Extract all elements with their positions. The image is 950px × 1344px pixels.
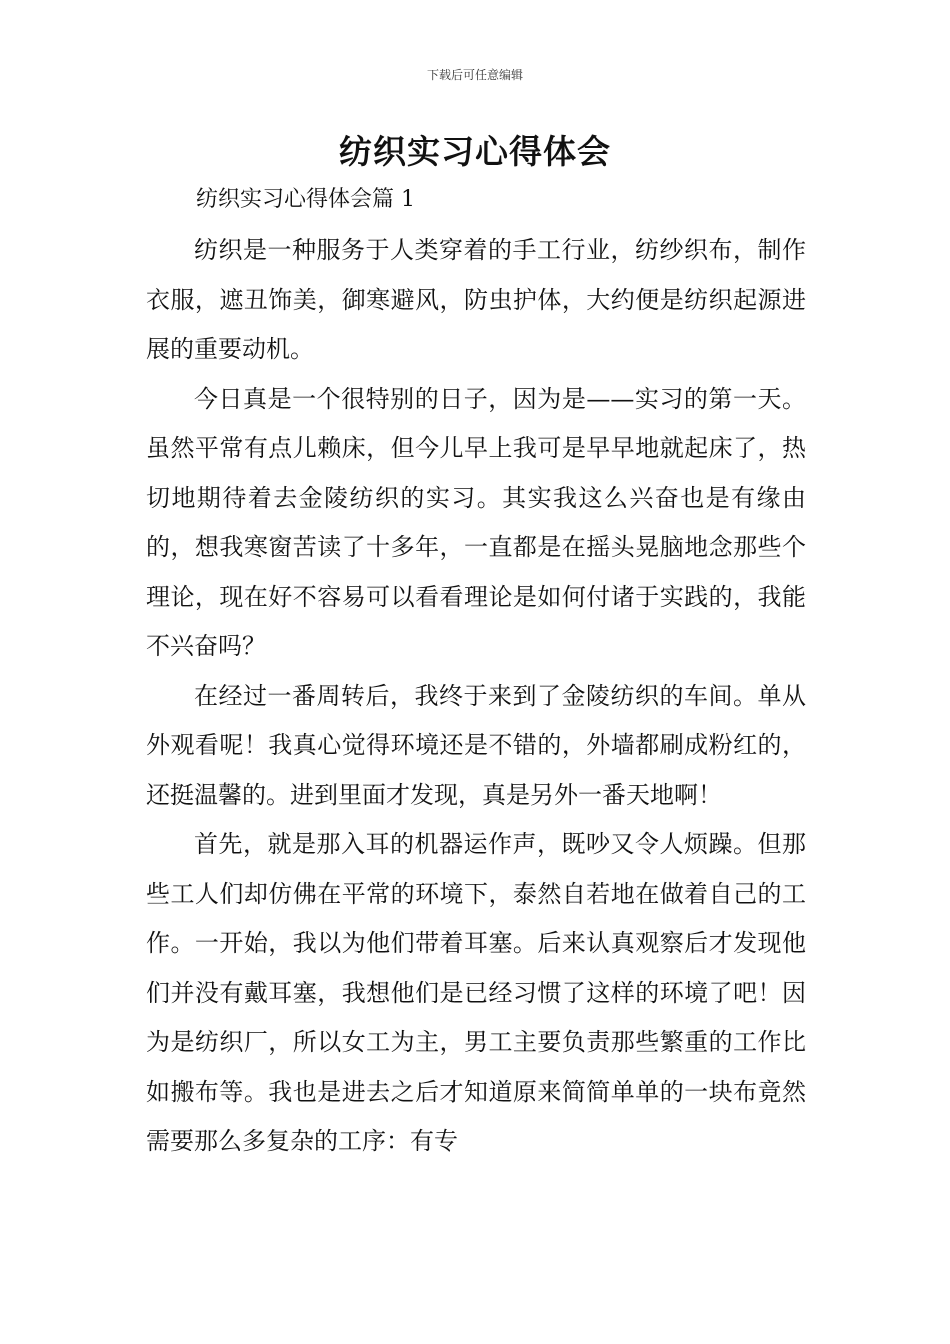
body-text: [146, 226, 806, 1167]
document-title: 纺织实习心得体会: [339, 132, 611, 171]
section-subtitle: 纺织实习心得体会篇 1: [196, 187, 415, 212]
paragraph-2: 今日真是一个很特别的日子，因为是——实习的第一天。虽然平常有点儿赖床，但今儿早上我可是早早地就起床了，热切地期待着去金陵纺织的实习。其实我这么兴奋也是有缘由的，想我寒窗苦读了十多年，一直都是在摇头晃脑地念那些个理论，现在好不容易可以看看理论是如何付诸于实践的，我能不兴奋吗？: [146, 384, 806, 660]
paragraph-3: 在经过一番周转后，我终于来到了金陵纺织的车间。单从外观看呢！我真心觉得环境还是不错的，外墙都刷成粉红的，还挺温馨的。进到里面才发现，真是另外一番天地啊！: [146, 681, 806, 809]
paragraph-1: 纺织是一种服务于人类穿着的手工行业，纺纱织布，制作衣服，遮丑饰美，御寒避风，防虫护体，大约便是纺织起源进展的重要动机。: [146, 236, 806, 363]
header-note: 下载后可任意编辑: [426, 68, 523, 82]
paragraph-4: 首先，就是那入耳的机器运作声，既吵又令人烦躁。但那些工人们却仿佛在平常的环境下，泰然自若地在做着自己的工作。一开始，我以为他们带着耳塞。后来认真观察后才发现他们并没有戴耳塞，我想他们是已经习惯了这样的环境了吧！因为是纺织厂，所以女工为主，男工主要负责那些繁重的工作比如搬布等。我也是进去之后才知道原来简简单单的一块布竟然需要那么多复杂的工序：有专: [146, 830, 806, 1155]
